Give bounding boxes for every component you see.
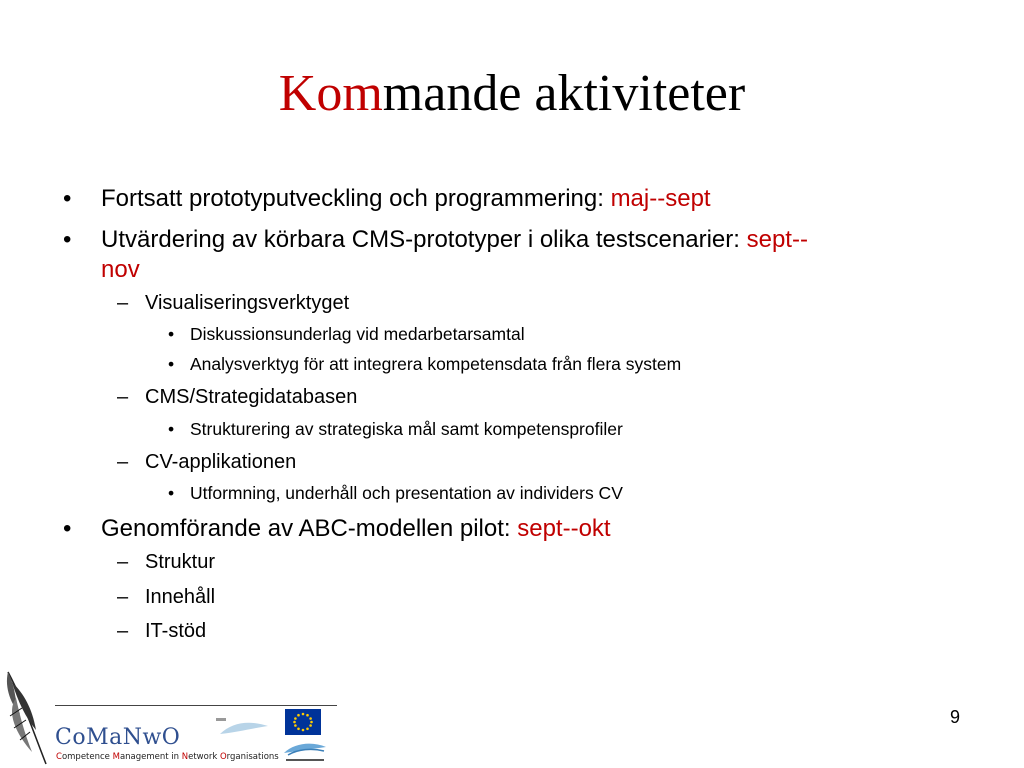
tagline-o: O <box>219 752 227 762</box>
feather-icon <box>2 668 54 768</box>
comanwo-logo: CoMaNwO <box>55 725 181 750</box>
networking-logo <box>214 716 272 740</box>
bullet-1 <box>101 184 981 214</box>
eu-flag-icon <box>285 709 321 735</box>
bullet-2-text: Utvärdering av körbara CMS-prototyper i olika testscenarier: <box>101 226 747 253</box>
dash-marker: – <box>117 451 129 473</box>
tagline-n: N <box>181 752 189 762</box>
sub-item-cv: CV-applikationen <box>145 451 297 473</box>
bullet-marker: • <box>168 354 175 374</box>
bullet-2 <box>101 225 981 255</box>
sub-sub-item: Utformning, underhåll och presentation av individers CV <box>190 483 623 503</box>
dash-marker: – <box>117 586 129 608</box>
bullet-marker: • <box>168 419 175 439</box>
sub-item-visualisering: Visualiseringsverktyget <box>145 292 350 314</box>
page-number: 9 <box>950 707 961 727</box>
sub-item-cms: CMS/Strategidatabasen <box>145 386 358 408</box>
bullet-marker: • <box>63 185 72 212</box>
tagline-part: anagement in <box>119 752 182 762</box>
sub-sub-item: Diskussionsunderlag vid medarbetarsamtal <box>190 324 525 344</box>
dash-marker: – <box>117 386 129 408</box>
sub-sub-item: Analysverktyg för att integrera kompetensdata från flera system <box>190 354 682 374</box>
bullet-marker: • <box>63 515 72 542</box>
tagline-m: M <box>112 752 120 762</box>
bullet-1-text: Fortsatt prototyputveckling och programmering: <box>101 185 611 212</box>
tagline-part: rganisations <box>226 752 279 762</box>
bullet-2-date-b: nov <box>101 256 140 283</box>
dash-marker: – <box>117 292 129 314</box>
hogskolan-vast-logo <box>282 739 328 765</box>
dash-marker: – <box>117 551 129 573</box>
tagline-part: etwork <box>188 752 220 762</box>
bullet-3-text: Genomförande av ABC-modellen pilot: <box>101 515 518 542</box>
tagline-c: C <box>56 752 62 762</box>
footer-divider <box>55 705 337 706</box>
title-rest: mande aktiviteter <box>382 65 746 122</box>
bullet-marker: • <box>63 226 72 253</box>
comanwo-tagline <box>56 752 279 762</box>
sub-item-innehall: Innehåll <box>145 586 216 608</box>
sub-item-struktur: Struktur <box>145 551 216 573</box>
bullet-marker: • <box>168 483 175 503</box>
tagline-part: ompetence <box>61 752 113 762</box>
sub-sub-item: Strukturering av strategiska mål samt kompetensprofiler <box>190 419 623 439</box>
bullet-3-date: sept--okt <box>517 515 611 542</box>
sub-item-it-stod: IT-stöd <box>145 620 207 642</box>
bullet-3 <box>101 514 981 544</box>
dash-marker: – <box>117 620 129 642</box>
bullet-2-date-a: sept-- <box>746 226 808 253</box>
title-accent: Kom <box>278 65 383 122</box>
bullet-marker: • <box>168 324 175 344</box>
bullet-1-date: maj--sept <box>610 185 711 212</box>
